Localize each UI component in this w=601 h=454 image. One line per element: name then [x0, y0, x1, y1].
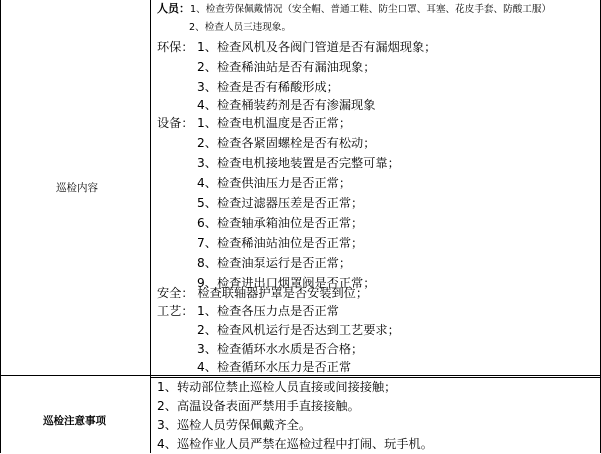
process-item: 2、检查风机运行是否达到工艺要求；	[197, 323, 400, 337]
env-item: 1、检查风机及各阀门管道是否有漏烟现象；	[197, 40, 437, 54]
env-header: 环保：	[157, 40, 194, 54]
personnel-item-1: 1、检查劳保佩戴情况（安全帽、普通工鞋、防尘口罩、耳塞、花皮手套、防酸工服）	[190, 4, 552, 15]
equip-item: 5、检查过滤器压差是否正常；	[197, 196, 364, 210]
env-item: 4、检查桶装药剂是否有渗漏现象	[197, 98, 376, 112]
personnel-line-1	[157, 2, 551, 16]
process-item: 4、检查循环水压力是否正常	[197, 360, 352, 374]
personnel-item-2: 2、检查人员三违现象。	[189, 22, 292, 33]
notes-label: 巡检注意事项	[43, 415, 106, 427]
column-divider	[150, 0, 151, 453]
equip-item: 4、检查供油压力是否正常；	[197, 176, 352, 190]
notes-item: 3、巡检人员劳保佩戴齐全。	[157, 418, 312, 432]
notes-item: 1、转动部位禁止巡检人员直接或间接接触；	[157, 380, 397, 394]
equip-item: 7、检查稀油站油位是否正常；	[197, 236, 364, 250]
table-border-left	[0, 0, 1, 453]
env-item: 2、检查稀油站是否有漏油现象；	[197, 60, 376, 74]
inspection-content-label: 巡检内容	[56, 182, 98, 194]
env-item: 3、检查是否有稀酸形成；	[197, 80, 339, 94]
equip-item: 8、检查油泵运行是否正常；	[197, 256, 352, 270]
notes-item: 4、巡检作业人员严禁在巡检过程中打闹、玩手机。	[157, 437, 433, 451]
notes-item: 2、高温设备表面严禁用手直接接触。	[157, 399, 360, 413]
equip-item: 3、检查电机接地装置是否完整可靠；	[197, 156, 400, 170]
process-item: 3、检查循环水水质是否合格；	[197, 342, 364, 356]
safety-line: 安全： 检查联轴器护罩是否安装到位；	[157, 286, 369, 300]
process-item: 1、检查各压力点是否正常	[197, 304, 339, 318]
personnel-label: 人员：	[157, 2, 190, 15]
process-header: 工艺：	[157, 304, 194, 318]
equip-item: 9、检查进出口烟罩阀是否正常；	[197, 276, 376, 290]
equip-item: 6、检查轴承箱油位是否正常；	[197, 216, 364, 230]
equip-item: 1、检查电机温度是否正常；	[197, 116, 352, 130]
equip-header: 设备：	[157, 116, 194, 130]
equip-item: 2、检查各紧固螺栓是否有松动；	[197, 136, 376, 150]
